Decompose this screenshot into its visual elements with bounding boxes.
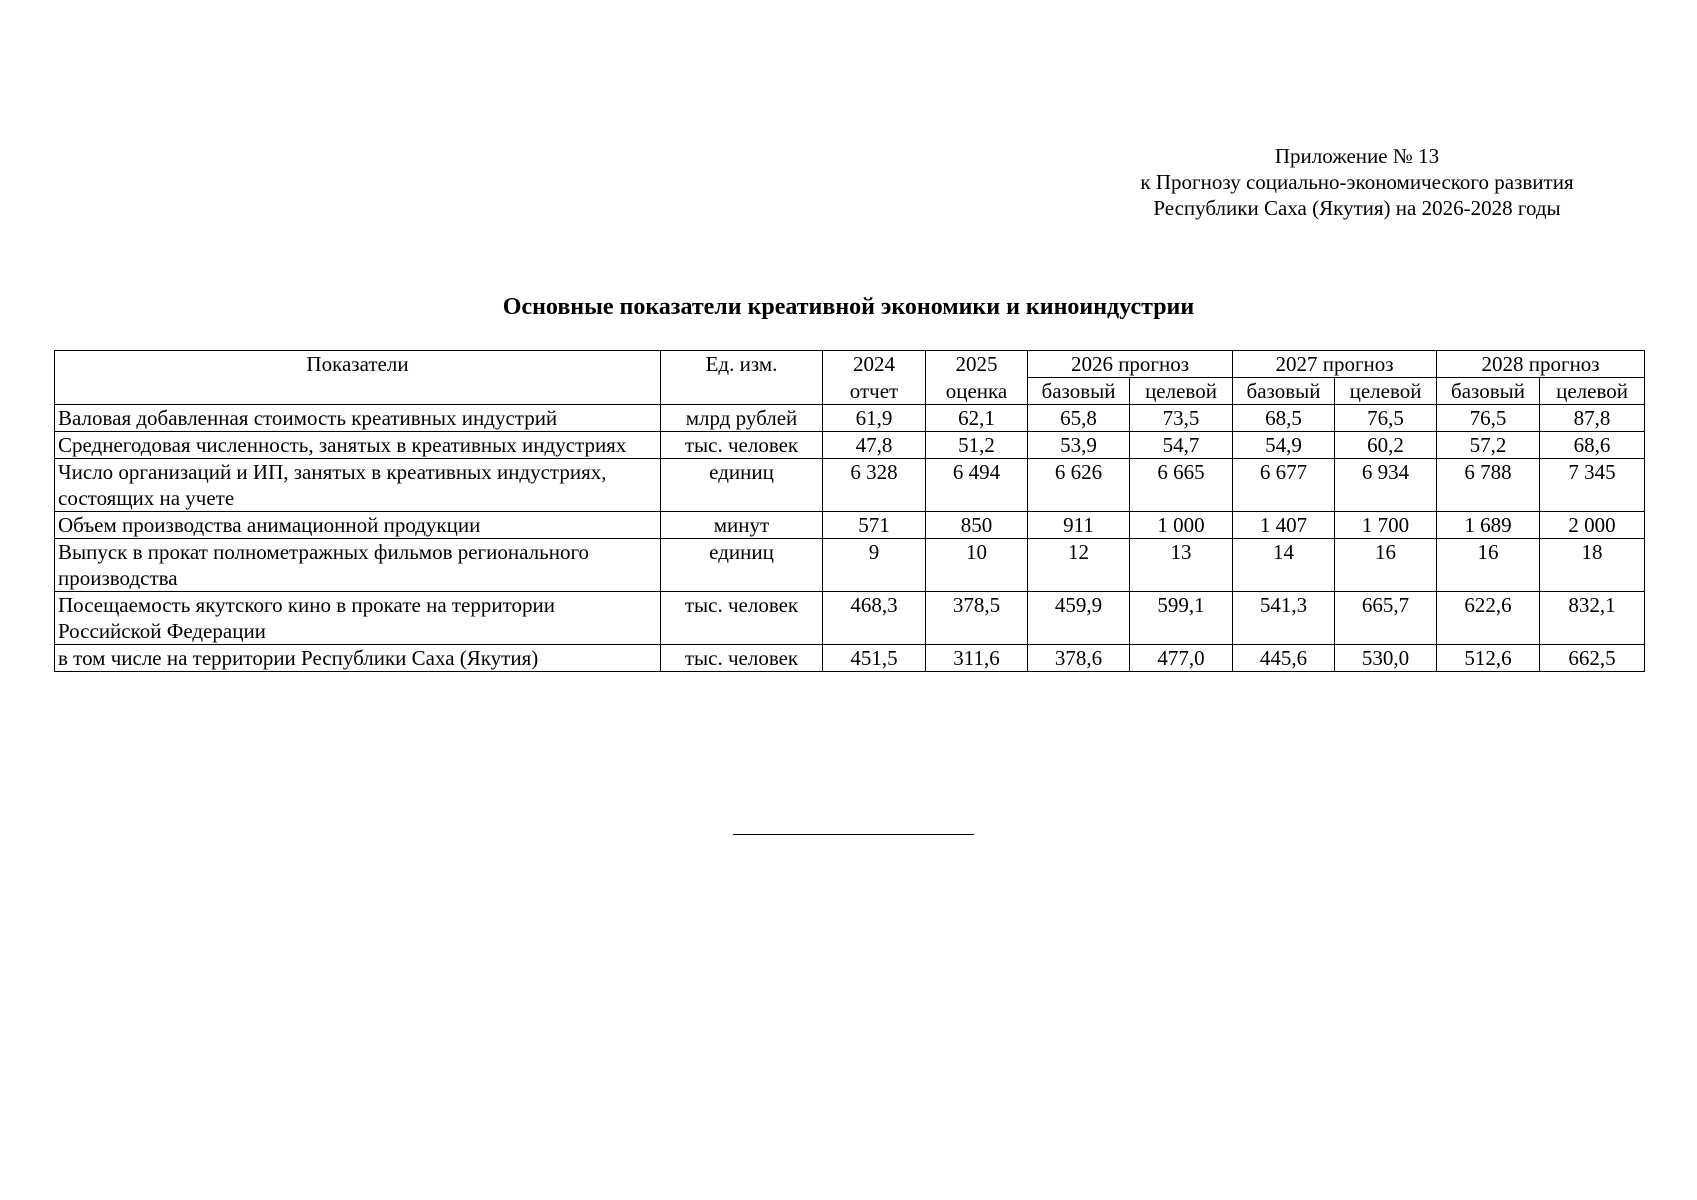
value-2026-target: 1 000: [1130, 512, 1233, 539]
value-2025: 850: [926, 512, 1028, 539]
header-2026-base: базовый: [1028, 378, 1130, 405]
value-2026-target: 54,7: [1130, 432, 1233, 459]
value-2026-target: 599,1: [1130, 592, 1233, 645]
row-indicator: Среднегодовая численность, занятых в креативных индустриях: [55, 432, 661, 459]
header-2025-estimate: оценка: [926, 378, 1028, 405]
value-2026-base: 12: [1028, 539, 1130, 592]
value-2028-target: 832,1: [1540, 592, 1645, 645]
value-2027-base: 541,3: [1233, 592, 1335, 645]
footer-divider: [733, 834, 974, 835]
value-2027-base: 68,5: [1233, 405, 1335, 432]
row-unit: тыс. человек: [661, 592, 823, 645]
row-indicator: Объем производства анимационной продукции: [55, 512, 661, 539]
value-2026-base: 53,9: [1028, 432, 1130, 459]
row-unit: млрд рублей: [661, 405, 823, 432]
appendix-number: Приложение № 13: [1274, 144, 1440, 168]
row-indicator: Валовая добавленная стоимость креативных индустрий: [55, 405, 661, 432]
header-2024: 2024: [823, 351, 926, 378]
row-unit: минут: [661, 512, 823, 539]
header-2028-base: базовый: [1437, 378, 1540, 405]
value-2027-target: 530,0: [1335, 645, 1437, 672]
row-indicator: Посещаемость якутского кино в прокате на территории Российской Федерации: [55, 592, 661, 645]
header-indicator: Показатели: [55, 351, 661, 405]
appendix-region: Республики Саха (Якутия) на 2026-2028 годы: [1153, 196, 1561, 220]
document-title: Основные показатели креативной экономики и киноиндустрии: [502, 294, 1195, 320]
appendix-header: [1040, 143, 1674, 221]
value-2025: 10: [926, 539, 1028, 592]
value-2026-target: 477,0: [1130, 645, 1233, 672]
value-2027-target: 60,2: [1335, 432, 1437, 459]
header-2026-target: целевой: [1130, 378, 1233, 405]
value-2026-base: 459,9: [1028, 592, 1130, 645]
value-2028-base: 57,2: [1437, 432, 1540, 459]
value-2027-base: 14: [1233, 539, 1335, 592]
row-unit: единиц: [661, 539, 823, 592]
value-2025: 51,2: [926, 432, 1028, 459]
value-2027-target: 6 934: [1335, 459, 1437, 512]
value-2024: 61,9: [823, 405, 926, 432]
header-2027-forecast: 2027 прогноз: [1233, 351, 1437, 378]
value-2024: 47,8: [823, 432, 926, 459]
header-unit: Ед. изм.: [661, 351, 823, 405]
appendix-reference: к Прогнозу социально-экономического развития: [1140, 170, 1574, 194]
value-2028-base: 6 788: [1437, 459, 1540, 512]
value-2028-base: 76,5: [1437, 405, 1540, 432]
value-2027-base: 6 677: [1233, 459, 1335, 512]
value-2027-target: 665,7: [1335, 592, 1437, 645]
indicators-table: [54, 350, 1645, 672]
value-2025: 6 494: [926, 459, 1028, 512]
value-2028-base: 16: [1437, 539, 1540, 592]
table-row: [55, 459, 1645, 512]
value-2027-base: 445,6: [1233, 645, 1335, 672]
row-unit: тыс. человек: [661, 432, 823, 459]
header-2025: 2025: [926, 351, 1028, 378]
header-2027-target: целевой: [1335, 378, 1437, 405]
value-2026-base: 378,6: [1028, 645, 1130, 672]
value-2026-base: 911: [1028, 512, 1130, 539]
header-2027-base: базовый: [1233, 378, 1335, 405]
value-2025: 378,5: [926, 592, 1028, 645]
row-indicator: Выпуск в прокат полнометражных фильмов регионального производства: [55, 539, 661, 592]
table-row: [55, 432, 1645, 459]
header-2028-forecast: 2028 прогноз: [1437, 351, 1645, 378]
value-2025: 62,1: [926, 405, 1028, 432]
value-2027-target: 16: [1335, 539, 1437, 592]
value-2026-base: 65,8: [1028, 405, 1130, 432]
value-2024: 451,5: [823, 645, 926, 672]
value-2027-target: 76,5: [1335, 405, 1437, 432]
value-2027-base: 1 407: [1233, 512, 1335, 539]
header-row-years: [55, 351, 1645, 378]
value-2028-target: 18: [1540, 539, 1645, 592]
header-2026-forecast: 2026 прогноз: [1028, 351, 1233, 378]
value-2026-target: 6 665: [1130, 459, 1233, 512]
table-row: [55, 512, 1645, 539]
header-2024-report: отчет: [823, 378, 926, 405]
value-2024: 468,3: [823, 592, 926, 645]
table-row: [55, 592, 1645, 645]
row-unit: единиц: [661, 459, 823, 512]
header-2028-target: целевой: [1540, 378, 1645, 405]
value-2027-base: 54,9: [1233, 432, 1335, 459]
value-2025: 311,6: [926, 645, 1028, 672]
value-2028-target: 2 000: [1540, 512, 1645, 539]
table-row: [55, 645, 1645, 672]
value-2026-target: 13: [1130, 539, 1233, 592]
value-2024: 571: [823, 512, 926, 539]
row-unit: тыс. человек: [661, 645, 823, 672]
value-2028-target: 7 345: [1540, 459, 1645, 512]
value-2026-target: 73,5: [1130, 405, 1233, 432]
value-2028-target: 87,8: [1540, 405, 1645, 432]
value-2024: 9: [823, 539, 926, 592]
row-indicator: Число организаций и ИП, занятых в креативных индустриях, состоящих на учете: [55, 459, 661, 512]
value-2028-base: 512,6: [1437, 645, 1540, 672]
value-2027-target: 1 700: [1335, 512, 1437, 539]
value-2026-base: 6 626: [1028, 459, 1130, 512]
value-2028-target: 662,5: [1540, 645, 1645, 672]
value-2028-base: 1 689: [1437, 512, 1540, 539]
value-2028-base: 622,6: [1437, 592, 1540, 645]
value-2028-target: 68,6: [1540, 432, 1645, 459]
table-row: [55, 539, 1645, 592]
table-row: [55, 405, 1645, 432]
value-2024: 6 328: [823, 459, 926, 512]
row-indicator: в том числе на территории Республики Саха (Якутия): [55, 645, 661, 672]
